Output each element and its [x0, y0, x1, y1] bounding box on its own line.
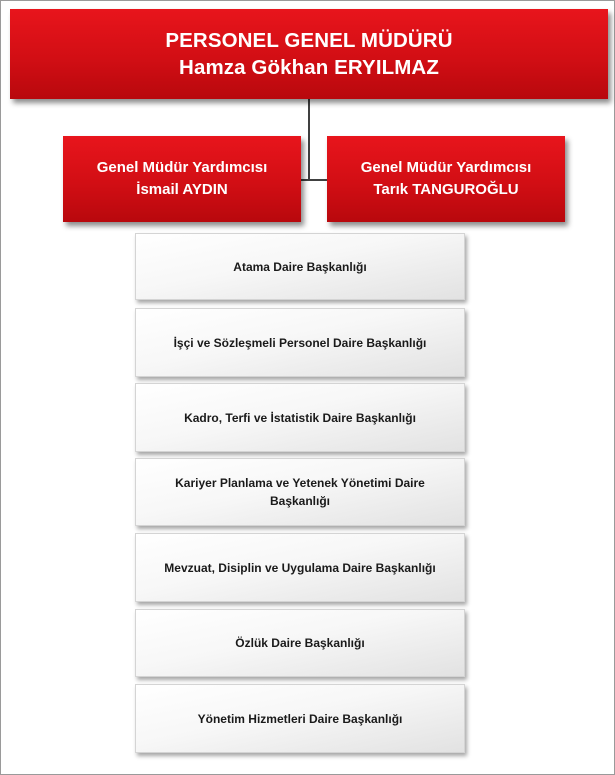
- department-label: İşçi ve Sözleşmeli Personel Daire Başkanlığı: [173, 335, 427, 350]
- department-box-kadro-terfi: [135, 383, 465, 452]
- deputy-name: Tarık TANGUROĞLU: [373, 181, 519, 198]
- connector-head-down: [308, 99, 310, 180]
- department-label: Özlük Daire Başkanlığı: [235, 636, 365, 650]
- deputy-title: Genel Müdür Yardımcısı: [360, 159, 532, 176]
- department-box-isci-sozlesmeli: [135, 308, 465, 377]
- department-label: Yönetim Hizmetleri Daire Başkanlığı: [197, 711, 403, 726]
- deputy-name: İsmail AYDIN: [136, 181, 228, 198]
- department-label: Kadro, Terfi ve İstatistik Daire Başkanlığı: [184, 410, 416, 425]
- department-label: Atama Daire Başkanlığı: [233, 259, 367, 274]
- department-box-kariyer-planlama: [135, 458, 465, 526]
- department-box-ozluk: [135, 609, 465, 677]
- general-director-title: PERSONEL GENEL MÜDÜRÜ: [165, 29, 453, 52]
- general-director-name: Hamza Gökhan ERYILMAZ: [179, 56, 439, 79]
- connector-deputies: [301, 179, 327, 181]
- deputy-box-left: [63, 136, 301, 222]
- general-director-box: [10, 9, 608, 99]
- deputy-box-right: [327, 136, 565, 222]
- deputy-title: Genel Müdür Yardımcısı: [96, 159, 268, 176]
- department-label: Mevzuat, Disiplin ve Uygulama Daire Başkanlığı: [164, 560, 436, 575]
- department-box-mevzuat-disiplin: [135, 533, 465, 602]
- department-box-yonetim-hizmetleri: [135, 684, 465, 753]
- department-box-atama: [135, 233, 465, 300]
- department-label: Kariyer Planlama ve Yetenek Yönetimi Daire Başkanlığı: [175, 476, 425, 508]
